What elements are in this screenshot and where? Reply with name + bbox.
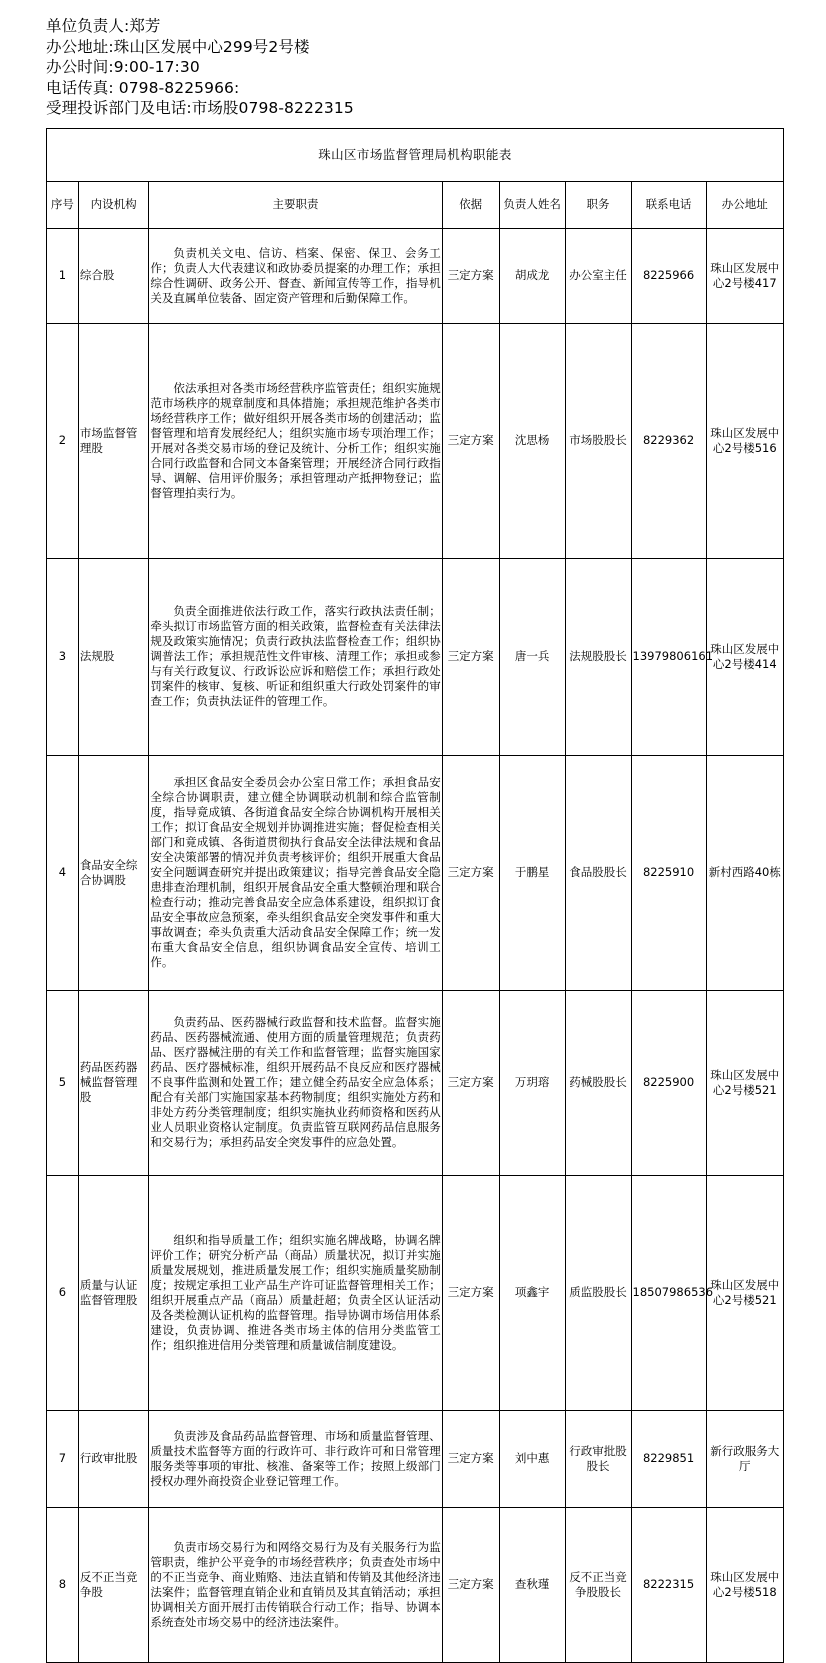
row-phone: 8225966 [631, 228, 706, 323]
header-line-office-address: 办公地址:珠山区发展中心299号2号楼 [46, 37, 310, 56]
table-title-row [47, 128, 784, 181]
row-org: 质量与认证监督管理股 [78, 1175, 149, 1410]
column-header-person: 负责人姓名 [499, 181, 565, 228]
row-address: 新行政服务大厅 [706, 1410, 783, 1507]
row-org: 行政审批股 [78, 1410, 149, 1507]
table-row [47, 990, 784, 1175]
row-person: 胡成龙 [499, 228, 565, 323]
row-basis: 三定方案 [442, 228, 499, 323]
row-person: 唐一兵 [499, 558, 565, 755]
row-address: 珠山区发展中心2号楼518 [706, 1507, 783, 1662]
row-basis: 三定方案 [442, 1410, 499, 1507]
row-duty-text: 承担区食品安全委员会办公室日常工作；承担食品安全综合协调职责，建立健全协调联动机制和综合监管制度，指导竟成镇、各街道食品安全综合协调机构开展相关工作；拟订食品安全规划并协调推进实施；督促检查相关部门和竟成镇、各街道贯彻执行食品安全法律法规和食品安全决策部署的情况并负责考核评价；组织开展重大食品安全问题调查研究并提出政策建议；指导完善食品安全隐患排查治理机制，组织开展食品安全重大整顿治理和联合检查行动；推动完善食品安全应急体系建设，组织拟订食品安全事故应急预案，牵头组织食品安全突发事件和重大事故调查；牵头负责重大活动食品安全保障工作；统一发布重大食品安全信息，组织协调食品安全宣传、培训工作。 [150, 775, 441, 969]
row-duty [149, 323, 442, 558]
row-phone: 8225900 [631, 990, 706, 1175]
row-post: 食品股股长 [565, 755, 631, 990]
row-org: 法规股 [78, 558, 149, 755]
row-post: 行政审批股股长 [565, 1410, 631, 1507]
table-row [47, 1410, 784, 1507]
table-row [47, 228, 784, 323]
row-org: 综合股 [78, 228, 149, 323]
table-title: 珠山区市场监督管理局机构职能表 [47, 128, 784, 181]
column-header-seq: 序号 [47, 181, 79, 228]
column-header-post: 职务 [565, 181, 631, 228]
row-seq: 3 [47, 558, 79, 755]
row-address: 珠山区发展中心2号楼516 [706, 323, 783, 558]
table-row [47, 1175, 784, 1410]
row-basis: 三定方案 [442, 990, 499, 1175]
row-seq: 4 [47, 755, 79, 990]
row-post: 办公室主任 [565, 228, 631, 323]
row-person: 刘中惠 [499, 1410, 565, 1507]
row-duty-text: 负责药品、医药器械行政监督和技术监督。监督实施药品、医药器械流通、使用方面的质量管理规范；负责药品、医疗器械注册的有关工作和监督管理；监督实施国家药品、医疗器械标准，组织开展药品不良反应和医疗器械不良事件监测和处置工作；建立健全药品安全应急体系；配合有关部门实施国家基本药物制度；组织实施处方药和非处方药分类管理制度；组织实施执业药师资格和医药从业人员职业资格认定制度。负责监管互联网药品信息服务和交易行为；承担药品安全突发事件的应急处置。 [150, 1015, 441, 1149]
column-header-basis: 依据 [442, 181, 499, 228]
column-header-phone: 联系电话 [631, 181, 706, 228]
row-duty-text: 依法承担对各类市场经营秩序监管责任；组织实施规范市场秩序的规章制度和具体措施；承担规范维护各类市场经营秩序工作；做好组织开展各类市场的创建活动；监督管理和培育发展经纪人；组织实施市场专项治理工作；开展对各类交易市场的登记及统计、分析工作；组织实施合同行政监督和合同文本备案管理；开展经济合同行政指导、调解、信用评价服务；承担管理动产抵押物登记；监督管理拍卖行为。 [150, 380, 441, 500]
row-seq: 8 [47, 1507, 79, 1662]
row-address: 珠山区发展中心2号楼521 [706, 990, 783, 1175]
row-phone: 8229362 [631, 323, 706, 558]
row-person: 查秋瑾 [499, 1507, 565, 1662]
row-org: 反不正当竞争股 [78, 1507, 149, 1662]
row-address: 珠山区发展中心2号楼521 [706, 1175, 783, 1410]
column-header-duty: 主要职责 [149, 181, 442, 228]
row-duty [149, 558, 442, 755]
row-duty [149, 1175, 442, 1410]
row-duty [149, 1410, 442, 1507]
row-duty [149, 1507, 442, 1662]
table-header-row [47, 181, 784, 228]
row-post: 反不正当竞争股股长 [565, 1507, 631, 1662]
row-duty-text: 负责全面推进依法行政工作，落实行政执法责任制；牵头拟订市场监管方面的相关政策，监督检查有关法律法规及政策实施情况；负责行政执法监督检查工作；组织协调普法工作；承担规范性文件审核、清理工作；承担或参与有关行政复议、行政诉讼应诉和赔偿工作；承担行政处罚案件的核审、复核、听证和组织重大行政处罚案件的审查工作；负责执法证件的管理工作。 [150, 604, 441, 708]
table-row [47, 1507, 784, 1662]
row-basis: 三定方案 [442, 1175, 499, 1410]
row-duty [149, 228, 442, 323]
table-row [47, 558, 784, 755]
agency-functions-table [46, 128, 784, 1663]
column-header-org: 内设机构 [78, 181, 149, 228]
row-seq: 7 [47, 1410, 79, 1507]
row-phone: 8222315 [631, 1507, 706, 1662]
row-org: 市场监督管理股 [78, 323, 149, 558]
row-org: 食品安全综合协调股 [78, 755, 149, 990]
header-line-phone-fax: 电话传真: 0798-8225966: [46, 78, 240, 97]
row-seq: 5 [47, 990, 79, 1175]
row-person: 项鑫宇 [499, 1175, 565, 1410]
header-line-office-hours: 办公时间:9:00-17:30 [46, 58, 200, 76]
row-address: 珠山区发展中心2号楼414 [706, 558, 783, 755]
row-duty-text: 组织和指导质量工作；组织实施名牌战略，协调名牌评价工作；研究分析产品（商品）质量状况，拟订并实施质量发展规划，推进质量发展工作；组织实施质量奖励制度；按规定承担工业产品生产许可证监督管理相关工作；组织开展重点产品（商品）质量赶超；负责全区认证活动及各类检测认证机构的监督管理。指导协调市场信用体系建设，负责协调、推进各类市场主体的信用分类监管工作；组织推进信用分类管理和质量诚信制度建设。 [150, 1232, 441, 1352]
table-row [47, 323, 784, 558]
row-post: 质监股股长 [565, 1175, 631, 1410]
column-header-address: 办公地址 [706, 181, 783, 228]
row-address: 新村西路40栋 [706, 755, 783, 990]
table-row [47, 755, 784, 990]
row-post: 药械股股长 [565, 990, 631, 1175]
row-post: 法规股股长 [565, 558, 631, 755]
row-org: 药品医药器械监督管理股 [78, 990, 149, 1175]
row-basis: 三定方案 [442, 755, 499, 990]
row-person: 万玥瑢 [499, 990, 565, 1175]
row-duty-text: 负责涉及食品药品监督管理、市场和质量监督管理、质量技术监督等方面的行政许可、非行政许可和日常管理服务类等事项的审批、核准、备案等工作；按照上级部门授权办理外商投资企业登记管理工作。 [150, 1428, 441, 1488]
row-basis: 三定方案 [442, 1507, 499, 1662]
row-phone: 8225910 [631, 755, 706, 990]
row-seq: 6 [47, 1175, 79, 1410]
row-duty-text: 负责机关文电、信访、档案、保密、保卫、会务工作；负责人大代表建议和政协委员提案的办理工作；承担综合性调研、政务公开、督查、新闻宣传等工作，指导机关及直属单位装备、固定资产管理和后勤保障工作。 [150, 245, 441, 305]
row-basis: 三定方案 [442, 558, 499, 755]
row-seq: 2 [47, 323, 79, 558]
header-line-complaint-department: 受理投诉部门及电话:市场股0798-8222315 [46, 99, 354, 117]
row-post: 市场股股长 [565, 323, 631, 558]
row-phone: 18507986536 [631, 1175, 706, 1410]
row-seq: 1 [47, 228, 79, 323]
header-info-block [46, 10, 784, 125]
row-person: 沈思杨 [499, 323, 565, 558]
row-address: 珠山区发展中心2号楼417 [706, 228, 783, 323]
row-duty [149, 755, 442, 990]
row-person: 于鹏星 [499, 755, 565, 990]
row-duty-text: 负责市场交易行为和网络交易行为及有关服务行为监管职责，维护公平竞争的市场经营秩序；负责查处市场中的不正当竞争、商业贿赂、违法直销和传销及其他经济违法案件；监督管理直销企业和直销员及其直销活动；承担协调相关方面开展打击传销联合行动工作；指导、协调本系统查处市场交易中的经济违法案件。 [150, 1539, 441, 1629]
header-line-responsible-person: 单位负责人:郑芳 [46, 17, 161, 35]
row-phone: 8229851 [631, 1410, 706, 1507]
row-basis: 三定方案 [442, 323, 499, 558]
row-phone: 13979806161 [631, 558, 706, 755]
row-duty [149, 990, 442, 1175]
